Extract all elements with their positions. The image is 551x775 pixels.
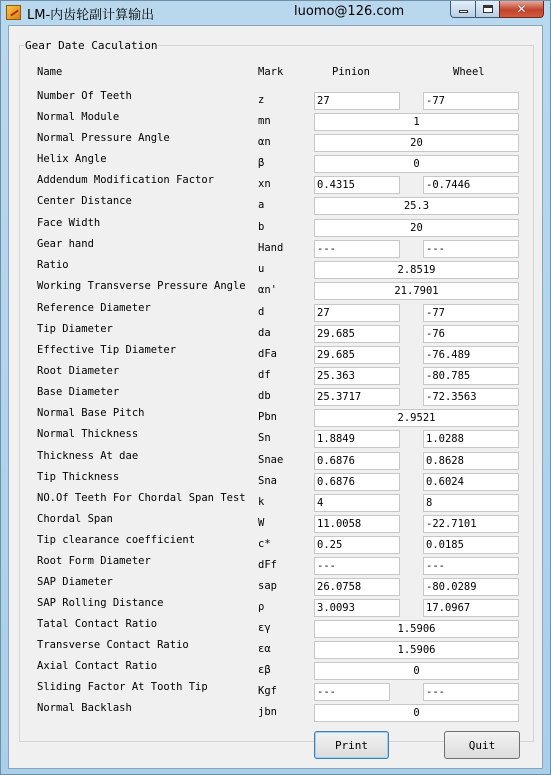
param-mark: df (258, 369, 271, 381)
pinion-value-field[interactable]: 25.363 (314, 367, 400, 385)
minimize-icon (459, 10, 468, 13)
group-label: Gear Date Caculation (25, 39, 158, 52)
param-name: Number Of Teeth (37, 90, 132, 102)
client-area (8, 25, 543, 769)
pinion-value-field[interactable]: --- (314, 557, 400, 575)
wheel-value-field[interactable]: -80.0289 (423, 578, 519, 596)
wheel-value-field[interactable]: -0.7446 (423, 176, 519, 194)
wheel-value-field[interactable]: --- (423, 557, 519, 575)
param-name: Axial Contact Ratio (37, 660, 158, 672)
param-mark: sap (258, 580, 277, 592)
param-name: Transverse Contact Ratio (37, 639, 189, 651)
wheel-value-field[interactable]: -22.7101 (423, 515, 519, 533)
param-mark: εγ (258, 622, 271, 634)
param-name: Helix Angle (37, 153, 107, 165)
param-mark: z (258, 94, 265, 106)
title-bar[interactable] (1, 1, 550, 25)
wheel-value-field[interactable]: 1.0288 (423, 430, 519, 448)
param-name: Root Form Diameter (37, 555, 151, 567)
shared-value-field[interactable]: 1.5906 (314, 641, 519, 659)
param-mark: εβ (258, 664, 271, 676)
wheel-value-field[interactable]: 17.0967 (423, 599, 519, 617)
shared-value-field[interactable]: 20 (314, 134, 519, 152)
pinion-value-field[interactable]: 0.6876 (314, 473, 400, 491)
minimize-button[interactable] (450, 1, 476, 18)
param-name: Root Diameter (37, 365, 120, 377)
close-icon: ✕ (516, 2, 527, 16)
author-email: luomo@126.com (294, 4, 405, 19)
wheel-value-field[interactable]: -80.785 (423, 367, 519, 385)
wheel-value-field[interactable]: 8 (423, 494, 519, 512)
shared-value-field[interactable]: 20 (314, 219, 519, 237)
header-name: Name (37, 66, 63, 78)
param-mark: db (258, 390, 271, 402)
param-name: Normal Module (37, 111, 120, 123)
pinion-value-field[interactable]: 29.685 (314, 346, 400, 364)
shared-value-field[interactable]: 21.7901 (314, 282, 519, 300)
param-mark: β (258, 157, 265, 169)
param-name: SAP Rolling Distance (37, 597, 164, 609)
param-mark: ρ (258, 601, 265, 613)
close-button[interactable] (499, 1, 544, 18)
wheel-value-field[interactable]: --- (423, 240, 519, 258)
param-mark: Sna (258, 475, 277, 487)
param-mark: Snae (258, 454, 284, 466)
param-mark: mn (258, 115, 271, 127)
param-name: Tip Diameter (37, 323, 113, 335)
wheel-value-field[interactable]: --- (423, 683, 519, 701)
wheel-value-field[interactable]: -76.489 (423, 346, 519, 364)
param-mark: da (258, 327, 271, 339)
param-mark: Sn (258, 432, 271, 444)
param-name: Reference Diameter (37, 302, 151, 314)
pinion-value-field[interactable]: 0.4315 (314, 176, 400, 194)
param-name: Normal Pressure Angle (37, 132, 170, 144)
param-mark: dFa (258, 348, 277, 360)
pinion-value-field[interactable]: 1.8849 (314, 430, 400, 448)
param-mark: k (258, 496, 265, 508)
param-mark: αn (258, 136, 271, 148)
pinion-value-field[interactable]: 11.0058 (314, 515, 400, 533)
print-button[interactable]: Print (314, 731, 389, 759)
shared-value-field[interactable]: 1 (314, 113, 519, 131)
param-name: Effective Tip Diameter (37, 344, 177, 356)
pinion-value-field[interactable]: 29.685 (314, 325, 400, 343)
param-mark: dFf (258, 559, 277, 571)
shared-value-field[interactable]: 2.9521 (314, 409, 519, 427)
pinion-value-field[interactable]: 27 (314, 304, 400, 322)
param-name: Face Width (37, 217, 101, 229)
wheel-value-field[interactable]: -72.3563 (423, 388, 519, 406)
maximize-button[interactable] (475, 1, 500, 18)
wheel-value-field[interactable]: -77 (423, 92, 519, 110)
wheel-value-field[interactable]: -76 (423, 325, 519, 343)
wheel-value-field[interactable]: 0.6024 (423, 473, 519, 491)
param-name: Tip clearance coefficient (37, 534, 196, 546)
param-name: Normal Base Pitch (37, 407, 145, 419)
param-name: Sliding Factor At Tooth Tip (37, 681, 208, 693)
param-mark: a (258, 199, 265, 211)
param-name: Tip Thickness (37, 471, 120, 483)
param-name: Tatal Contact Ratio (37, 618, 158, 630)
wheel-value-field[interactable]: -77 (423, 304, 519, 322)
param-mark: c* (258, 538, 271, 550)
header-wheel: Wheel (453, 66, 485, 78)
pinion-value-field[interactable]: 0.25 (314, 536, 400, 554)
pinion-value-field[interactable]: 25.3717 (314, 388, 400, 406)
param-mark: jbn (258, 706, 277, 718)
param-mark: W (258, 517, 265, 529)
param-mark: b (258, 221, 265, 233)
app-icon[interactable] (6, 5, 21, 20)
param-name: Normal Thickness (37, 428, 139, 440)
pinion-value-field[interactable]: 3.0093 (314, 599, 400, 617)
param-mark: xn (258, 178, 271, 190)
param-mark: εα (258, 643, 271, 655)
shared-value-field[interactable]: 1.5906 (314, 620, 519, 638)
pinion-value-field[interactable]: --- (314, 240, 400, 258)
quit-button[interactable]: Quit (444, 731, 520, 759)
window-title: LM-内齿轮副计算输出 (27, 8, 155, 23)
param-mark: Kgf (258, 685, 277, 697)
shared-value-field[interactable]: 0 (314, 155, 519, 173)
param-mark: Pbn (258, 411, 277, 423)
param-mark: αn' (258, 284, 277, 296)
pinion-value-field[interactable]: 4 (314, 494, 400, 512)
param-name: Working Transverse Pressure Angle (37, 280, 246, 292)
param-name: Gear hand (37, 238, 94, 250)
pinion-value-field[interactable]: 0.6876 (314, 452, 400, 470)
header-pinion: Pinion (332, 66, 370, 78)
param-name: Normal Backlash (37, 702, 132, 714)
pinion-value-field[interactable]: --- (314, 683, 390, 701)
shared-value-field[interactable]: 25.3 (314, 197, 519, 215)
param-name: NO.Of Teeth For Chordal Span Test (37, 492, 246, 504)
param-name: Chordal Span (37, 513, 113, 525)
wheel-value-field[interactable]: 0.0185 (423, 536, 519, 554)
shared-value-field[interactable]: 2.8519 (314, 261, 519, 279)
shared-value-field[interactable]: 0 (314, 662, 519, 680)
param-name: Center Distance (37, 195, 132, 207)
header-mark: Mark (258, 66, 284, 78)
param-mark: d (258, 306, 265, 318)
param-name: Ratio (37, 259, 69, 271)
param-name: Thickness At dae (37, 450, 139, 462)
param-mark: u (258, 263, 265, 275)
param-mark: Hand (258, 242, 284, 254)
param-name: Base Diameter (37, 386, 120, 398)
param-name: SAP Diameter (37, 576, 113, 588)
wheel-value-field[interactable]: 0.8628 (423, 452, 519, 470)
shared-value-field[interactable]: 0 (314, 704, 519, 722)
param-name: Addendum Modification Factor (37, 174, 215, 186)
pinion-value-field[interactable]: 27 (314, 92, 400, 110)
maximize-icon (483, 5, 493, 13)
pinion-value-field[interactable]: 26.0758 (314, 578, 400, 596)
